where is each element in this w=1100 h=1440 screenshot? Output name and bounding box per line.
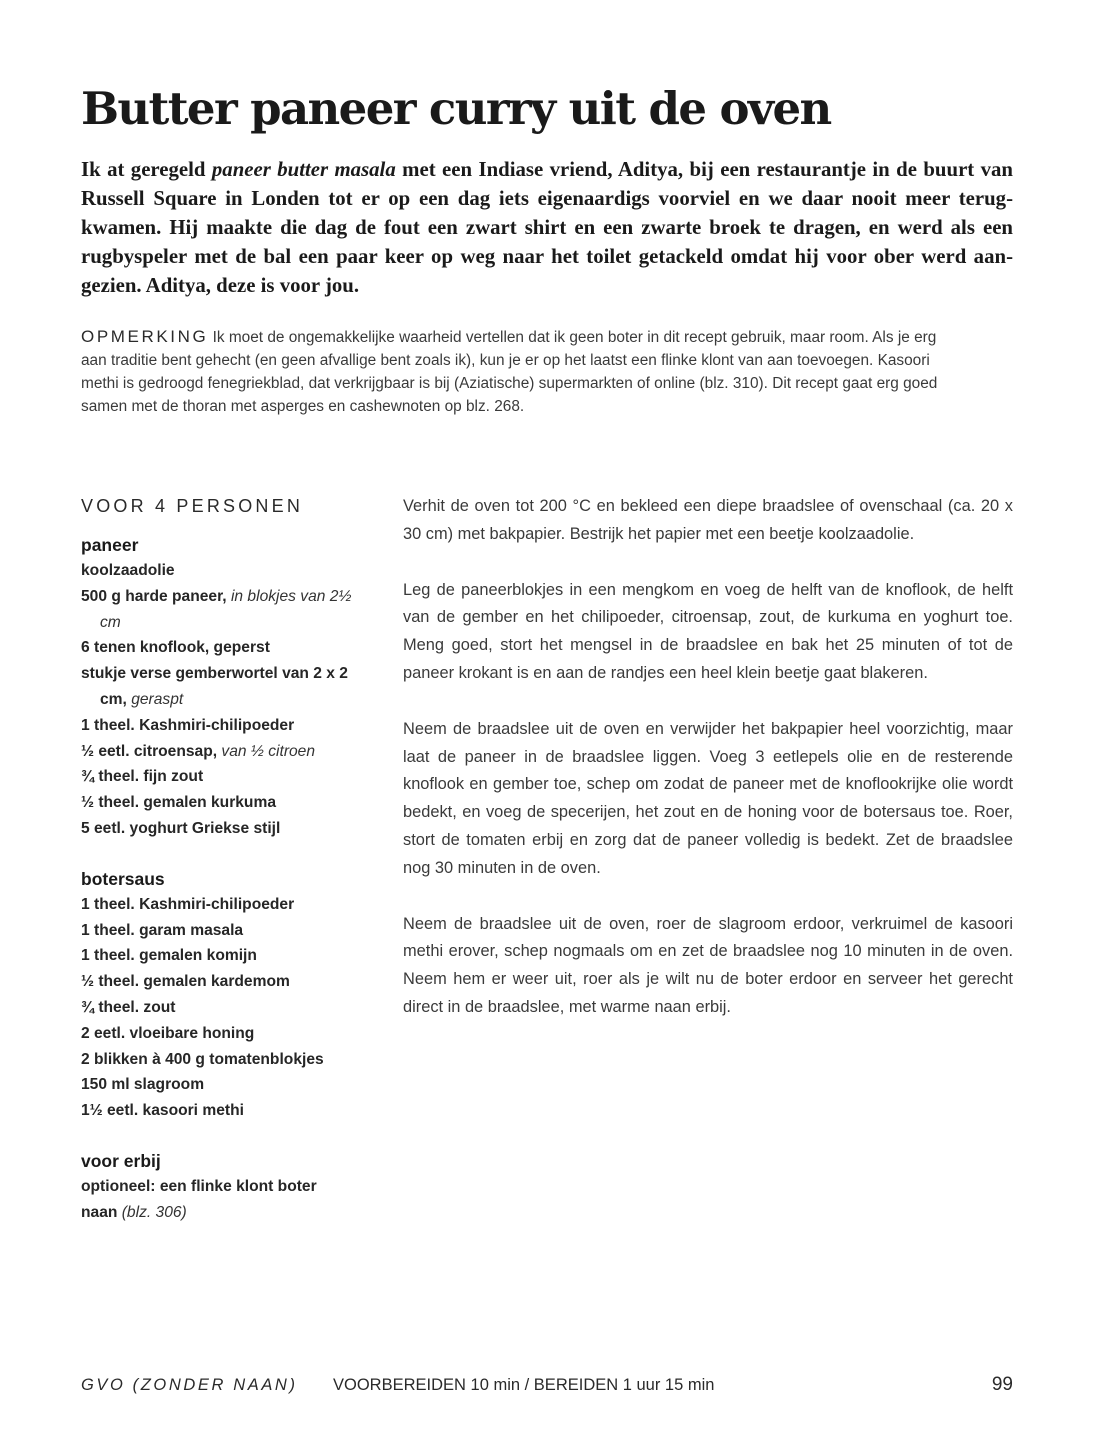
ingredient-item: 500 g harde paneer, in blokjes van 2½ cm xyxy=(81,587,352,631)
method-step: Neem de braadslee uit de oven, roer de slagroom erdoor, verkruimel de kasoori methi erover, schep nogmaals om en zet de braadslee nog 10 minuten in de oven. Neem hem er weer uit, roer als je wilt nu de boter erdoor en serveer het gerecht direct in de braadslee, met warme naan erbij. xyxy=(403,914,1013,1016)
intro-text-end: met een Indiase vriend, Aditya, bij een restaurantje in de buurt van Russell Square in Londen tot er op een dag iets eigenaardigs voorviel en we daar nooit meer terugkwamen. Hij maakte die dag de fout een zwart shirt en een zwarte broek te dragen, en werd als een rugbyspeler met de bal een paar keer op weg naar het toilet getackeld omdat hij voor ober werd aangezien. Aditya, deze is voor jou. xyxy=(81,158,1013,297)
diet-label: GVO (ZONDER NAAN) xyxy=(81,1376,298,1394)
servings-heading: VOOR 4 PERSONEN xyxy=(81,496,304,516)
ingredient-item: ½ theel. gemalen kardemom xyxy=(81,973,290,991)
method-steps xyxy=(403,493,1013,1050)
ingredient-item: 1½ eetl. kasoori methi xyxy=(81,1102,244,1120)
method-step: Neem de braadslee uit de oven en verwijder het bakpapier heel voorzichtig, maar laat de paneer in de braadslee liggen. Voeg 3 eetlepels olie en de resterende knoflook en gember toe, schep om zodat de paneer met de knoflookrijke olie wordt bedekt, en voeg de specerijen, het zout en de honing voor de botersaus toe. Roer, stort de tomaten erbij en zorg dat de paneer volledig is bedekt. Zet de braadslee nog 30 minuten in de oven. xyxy=(403,719,1013,877)
ingredient-item: stukje verse gemberwortel van 2 x 2 cm, geraspt xyxy=(81,665,348,708)
ingredient-item: 1 theel. garam masala xyxy=(81,921,244,939)
ingredient-item: ¾ theel. fijn zout xyxy=(81,768,204,786)
page-footer xyxy=(81,1376,1013,1402)
ingredient-item: optioneel: een flinke klont boter xyxy=(81,1177,317,1195)
ingredient-item: ¾ theel. zout xyxy=(81,998,176,1016)
note-text: Ik moet de ongemakkelijke waarheid vertellen dat ik geen boter in dit recept gebruik, maar room. Als je erg aan traditie bent gehecht (en geen afvallige bent zoals ik), kun je er op het laatst een flinke klont van aan toevoegen. Kasoori methi is gedroogd fenegriekblad, dat verkrijgbaar is bij (Aziatische) supermarkten of online (blz. 310). Dit recept gaat erg goed samen met de thoran met asperges en cashewnoten op blz. 268. xyxy=(81,329,938,415)
ingredient-item: 5 eetl. yoghurt Griekse stijl xyxy=(81,819,281,837)
ingredient-item: ½ theel. gemalen kurkuma xyxy=(81,794,276,812)
ingredient-item: 2 blikken à 400 g tomatenblokjes xyxy=(81,1050,324,1068)
ingredient-group-heading: botersaus xyxy=(81,868,165,889)
ingredient-item: 1 theel. Kashmiri-chilipoeder xyxy=(81,716,295,734)
ingredient-group-heading: voor erbij xyxy=(81,1150,161,1171)
ingredient-group-paneer xyxy=(81,533,371,842)
ingredients-list xyxy=(81,533,371,1251)
ingredient-group-heading: paneer xyxy=(81,535,139,555)
note-label: OPMERKING xyxy=(81,327,209,346)
method-step: Verhit de oven tot 200 °C en bekleed een diepe braadslee of ovenschaal (ca. 20 x 30 cm) met bakpapier. Bestrijk het papier met een beetje koolzaadolie. xyxy=(403,497,1013,543)
ingredient-item: 150 ml slagroom xyxy=(81,1076,205,1094)
method-step: Leg de paneerblokjes in een mengkom en voeg de helft van de knoflook, de helft van de gember en het chilipoeder, citroensap, zout, de kurkuma en yoghurt toe. Meng goed, stort het mengsel in de braadslee en bak het 25 minuten of tot de paneer krokant is en aan de randjes een heel klein beetje gaat blakeren. xyxy=(403,580,1013,682)
ingredient-item: ½ eetl. citroensap, van ½ citroen xyxy=(81,742,316,760)
ingredient-group-voor-erbij xyxy=(81,1149,371,1226)
intro-dish-name: paneer butter masala xyxy=(211,158,396,181)
ingredient-item: 1 theel. gemalen komijn xyxy=(81,947,257,965)
ingredient-item: naan (blz. 306) xyxy=(81,1203,187,1221)
ingredient-group-botersaus xyxy=(81,867,371,1124)
ingredient-item: 2 eetl. vloeibare honing xyxy=(81,1024,255,1042)
page-number: 99 xyxy=(991,1374,1013,1395)
ingredient-item: koolzaadolie xyxy=(81,562,175,579)
cooking-times: VOORBEREIDEN 10 min / BEREIDEN 1 uur 15 min xyxy=(333,1376,715,1394)
recipe-note xyxy=(81,325,961,418)
ingredient-item: 1 theel. Kashmiri-chilipoeder xyxy=(81,895,295,913)
page-title: Butter paneer curry uit de oven xyxy=(81,82,831,135)
ingredient-item: 6 tenen knoflook, geperst xyxy=(81,639,270,657)
recipe-intro xyxy=(81,155,1013,300)
intro-text-start: Ik at geregeld xyxy=(81,158,212,181)
